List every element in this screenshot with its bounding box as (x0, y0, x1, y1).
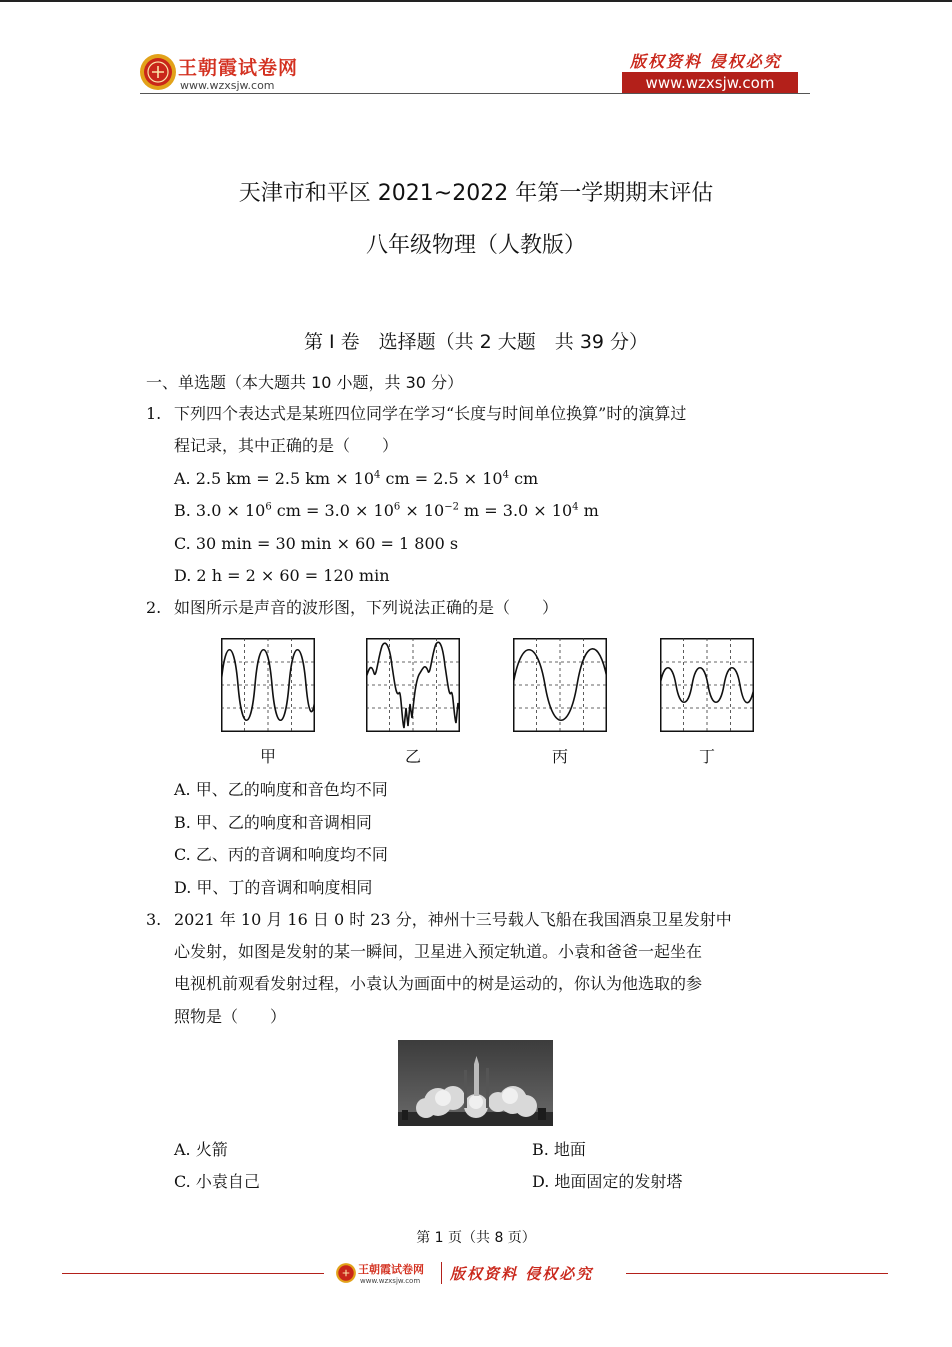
top-border (0, 0, 952, 2)
section-heading: 第 I 卷 选择题（共 2 大题 共 39 分） (303, 331, 649, 353)
waveform-label: 丁 (698, 747, 715, 766)
footer-divider-right (626, 1273, 888, 1274)
waveform-yi (366, 638, 460, 732)
page-number: 第 1 页（共 8 页） (416, 1230, 536, 1246)
option-a: A. 2.5 km = 2.5 km × $10^4$ cm = $2.5 \times 10^4$ cm (174, 469, 539, 488)
question-text: 下列四个表达式是某班四位同学在学习“长度与时间单位换算”时的演算过 (174, 404, 687, 423)
rocket-launch-photo (398, 1040, 553, 1126)
option-c: C. 小袁自己 (174, 1172, 260, 1191)
footer-separator (441, 1262, 442, 1284)
option-a: A. 火箭 (174, 1140, 228, 1159)
question-text: 程记录，其中正确的是（ ） (174, 436, 399, 455)
option-c: C. 30 min = 30 min × 60 = 1 800 s (174, 534, 459, 553)
waveform-label: 甲 (259, 747, 276, 766)
header-divider (140, 93, 810, 94)
option-d: D. 2 h = 2 × 60 = 120 min (174, 566, 390, 585)
question-text: 照物是（ ） (174, 1007, 287, 1026)
question-number: 3. (146, 910, 162, 929)
brand-name: 王朝霞试卷网 (178, 57, 299, 79)
seal-logo-icon (335, 1262, 357, 1284)
part-heading: 一、单选题（本大题共 10 小题，共 30 分） (146, 373, 464, 392)
footer-divider-left (62, 1273, 324, 1274)
exam-subtitle: 八年级物理（人教版） (365, 233, 586, 258)
exam-title: 天津市和平区 2021~2022 年第一学期期末评估 (238, 181, 714, 206)
footer-copyright: 版权资料 侵权必究 (450, 1265, 594, 1283)
option-a: A. 甲、乙的响度和音色均不同 (174, 780, 388, 799)
url-banner: www.wzxsjw.com (622, 72, 798, 94)
question-number: 2. (146, 598, 162, 617)
option-b: B. 地面 (532, 1140, 586, 1159)
option-d: D. 地面固定的发射塔 (532, 1172, 683, 1191)
waveform-label: 乙 (404, 747, 421, 766)
footer-brand: 王朝霞试卷网 (358, 1263, 424, 1276)
question-text: 如图所示是声音的波形图，下列说法正确的是（ ） (174, 598, 559, 617)
waveform-ding (660, 638, 754, 732)
waveform-label: 丙 (551, 747, 568, 766)
option-b: B. 甲、乙的响度和音调相同 (174, 813, 372, 832)
seal-logo-icon (138, 52, 178, 92)
option-c: C. 乙、丙的音调和响度均不同 (174, 845, 388, 864)
question-text: 电视机前观看发射过程，小袁认为画面中的树是运动的，你认为他选取的参 (174, 974, 703, 993)
question-text: 心发射，如图是发射的某一瞬间，卫星进入预定轨道。小袁和爸爸一起坐在 (174, 942, 703, 961)
footer-url: www.wzxsjw.com (360, 1277, 421, 1285)
question-number: 1. (146, 404, 162, 423)
option-d: D. 甲、丁的音调和响度相同 (174, 878, 373, 897)
waveform-jia (221, 638, 315, 732)
question-text: 2021 年 10 月 16 日 0 时 23 分，神州十三号载人飞船在我国酒泉卫星发射中 (174, 910, 732, 929)
option-b: B. $3.0 \times 10^6$ cm = $3.0 \times 10^6 \times 10^{-2}$ $m = 3.0 \times 10^4$ m (174, 501, 599, 520)
brand-url: www.wzxsjw.com (180, 79, 275, 92)
waveform-bing (513, 638, 607, 732)
copyright-notice: 版权资料 侵权必究 (630, 52, 782, 71)
